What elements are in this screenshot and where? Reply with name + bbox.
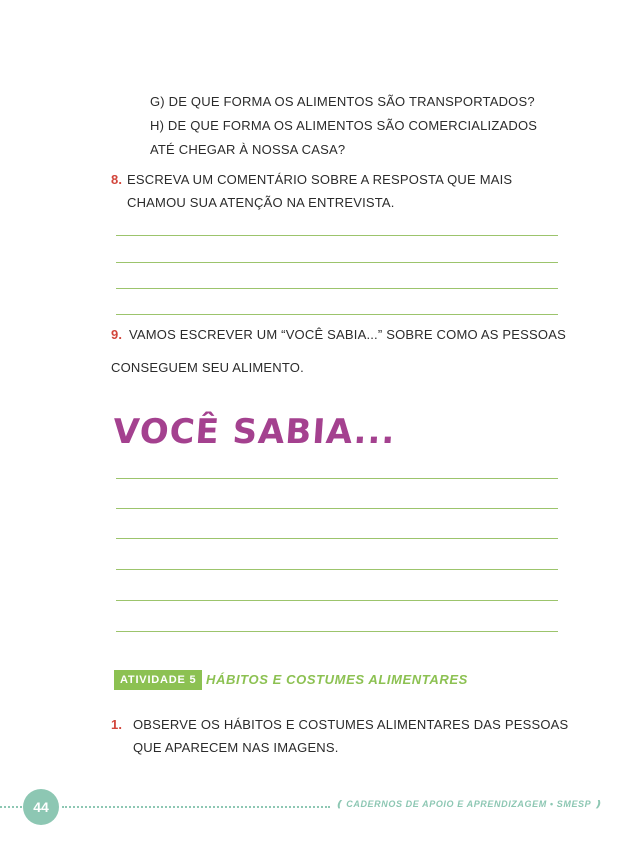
question-8-line1: ESCREVA UM COMENTÁRIO SOBRE A RESPOSTA QUE MAIS <box>127 172 513 187</box>
question-1-line2: QUE APARECEM NAS IMAGENS. <box>133 740 339 755</box>
question-1-number: 1. <box>111 717 123 732</box>
answer-line[interactable] <box>116 538 558 539</box>
page-number-badge: 44 <box>23 789 59 825</box>
answer-line[interactable] <box>116 478 558 479</box>
answer-line[interactable] <box>116 235 558 236</box>
answer-line[interactable] <box>116 314 558 315</box>
question-8-line2: CHAMOU SUA ATENÇÃO NA ENTREVISTA. <box>127 195 395 210</box>
voce-sabia-title: VOCÊ SABIA... <box>111 412 398 452</box>
question-9-line2: CONSEGUEM SEU ALIMENTO. <box>111 360 304 375</box>
answer-line[interactable] <box>116 508 558 509</box>
activity-badge: ATIVIDADE 5 <box>114 670 202 690</box>
question-9-number: 9. <box>111 327 123 342</box>
question-1-line1: OBSERVE OS HÁBITOS E COSTUMES ALIMENTARES DAS PESSOAS <box>133 717 569 732</box>
footer-dots-left <box>0 806 22 808</box>
question-9-line1: VAMOS ESCREVER UM “VOCÊ SABIA...” SOBRE COMO AS PESSOAS <box>129 327 566 342</box>
answer-line[interactable] <box>116 288 558 289</box>
answer-line[interactable] <box>116 569 558 570</box>
activity-title: HÁBITOS E COSTUMES ALIMENTARES <box>206 672 468 687</box>
answer-line[interactable] <box>116 600 558 601</box>
answer-line[interactable] <box>116 631 558 632</box>
question-8-number: 8. <box>111 172 123 187</box>
answer-line[interactable] <box>116 262 558 263</box>
footer-publication: ❪ CADERNOS DE APOIO E APRENDIZAGEM • SMESP ❫ <box>335 799 603 809</box>
question-g: G) DE QUE FORMA OS ALIMENTOS SÃO TRANSPORTADOS? <box>150 94 535 109</box>
question-h-line1: H) DE QUE FORMA OS ALIMENTOS SÃO COMERCIALIZADOS <box>150 118 538 133</box>
footer-dots-right <box>62 806 330 808</box>
question-h-line2: ATÉ CHEGAR À NOSSA CASA? <box>150 142 346 157</box>
